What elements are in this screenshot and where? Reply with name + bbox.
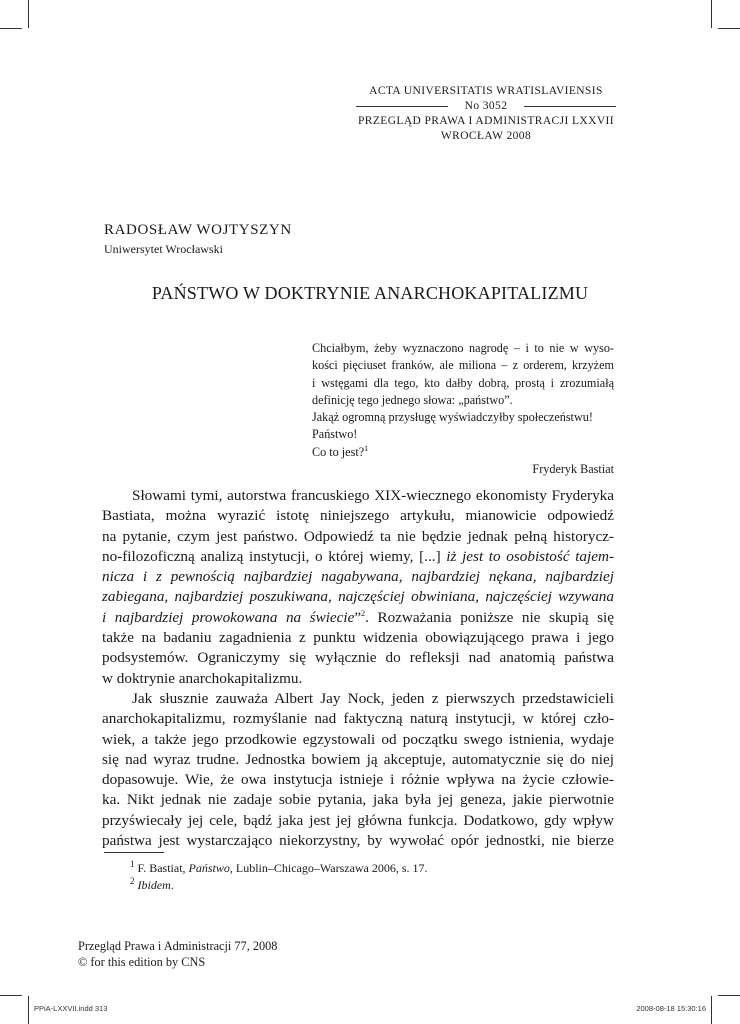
body-line: Bastiata, można wyrazić istotę niniejszego artykułu, mianowicie odpowiedź <box>102 507 614 525</box>
body-line: wiek, a także jego przodkowie egzystowali od początku swego istnienia, wydaje <box>102 730 614 748</box>
page-footer <box>78 938 277 970</box>
epigraph-line: kości pięciuset franków, ale miliona – z orderem, krzyżem <box>312 358 614 373</box>
epigraph <box>312 340 614 478</box>
body-line: w doktrynie anarchokapitalizmu. <box>102 669 303 687</box>
footnote-text: . <box>170 878 174 892</box>
body-line: dopasowuje. Wie, że owa instytucja istnieje i różnie wpływa na życie człowie- <box>102 771 614 789</box>
journal-number: No 3052 <box>340 99 632 114</box>
body-line: anarchokapitalizmu, rozmyślanie nad faktyczną naturą instytucji, w której czło- <box>102 710 614 728</box>
journal-city-year: WROCŁAW 2008 <box>440 130 532 142</box>
body-line: Słowami tymi, autorstwa francuskiego XIX-wiecznego ekonomisty Fryderyka <box>132 487 614 504</box>
print-slug-left: PPiA-LXXVII.indd 313 <box>34 1004 108 1013</box>
crop-mark <box>711 0 712 28</box>
body-text-segment: . Rozważania poniższe nie skupią się <box>365 608 614 626</box>
body-quote-italic: i najbardziej prowokowana na świecie <box>102 608 355 626</box>
body-quote-mark: ” <box>354 608 362 626</box>
epigraph-line: Chciałbym, żeby wyznaczono nagrodę – i to nie w wyso- <box>312 341 614 355</box>
body-line: także na badaniu zagadnienia z punktu widzenia obowiązującego prawa i jego <box>102 629 614 647</box>
footnotes <box>130 860 428 894</box>
body-line: przyświecały jej cele, bądź jaka jest jej główna funkcja. Dodatkowo, gdy wpływ <box>102 811 614 829</box>
body-text-segment: no-filozoficzną analizą instytucji, o której wiemy, [...] <box>102 547 447 565</box>
article-title: PAŃSTWO W DOKTRYNIE ANARCHOKAPITALIZMU <box>151 283 589 303</box>
body-text <box>102 486 614 851</box>
footer-citation: Przegląd Prawa i Administracji 77, 2008 <box>78 939 278 953</box>
footnote-number: 2 <box>130 876 135 886</box>
author-affiliation: Uniwersytet Wrocławski <box>104 242 223 256</box>
footnote-2 <box>130 877 428 894</box>
body-line: państwa jest wystarczająco niekorzystny, by wywołać opór jednostki, nie bierze <box>102 832 614 850</box>
epigraph-line: definicję tego jednego słowa: „państwo”. <box>312 392 513 407</box>
body-line: Jak słusznie zauważa Albert Jay Nock, jeden z pierwszych przedstawicieli <box>132 689 614 707</box>
body-line: ka. Nikt jednak nie zadaje sobie pytania, jaka była jej geneza, jakie pierwotnie <box>102 791 614 809</box>
crop-mark <box>0 995 22 996</box>
body-line: się nad wyraz trudne. Jednostka bowiem ją akceptuje, automatycznie się do niej <box>102 750 614 768</box>
epigraph-line <box>312 444 614 461</box>
body-line: podsystemów. Ograniczymy się wyłącznie do refleksji nad anatomią państwa <box>102 649 614 667</box>
crop-mark <box>28 0 29 28</box>
body-line <box>102 608 614 628</box>
body-line <box>102 567 614 587</box>
footnote-ref: 2 <box>361 608 366 618</box>
footnote-number: 1 <box>130 859 135 869</box>
crop-mark <box>718 995 740 996</box>
body-quote-italic: zabiegana, najbardziej poszukiwana, najczęściej obwiniana, najczęściej wzywana <box>102 588 614 606</box>
body-line <box>102 547 614 567</box>
footnote-1 <box>130 860 428 877</box>
crop-mark <box>0 28 22 29</box>
footnote-text: F. Bastiat, <box>134 861 189 875</box>
footnote-divider <box>104 852 164 853</box>
footer-copyright: © for this edition by CNS <box>78 955 206 969</box>
author-name: RADOSŁAW WOJTYSZYN <box>104 222 292 238</box>
epigraph-signature: Fryderyk Bastiat <box>532 462 614 477</box>
body-line: na pytanie, czym jest państwo. Odpowiedź ta nie będzie jednak pełną historycz- <box>102 527 614 545</box>
print-slug-right: 2008-08-18 15:30:16 <box>636 1004 706 1013</box>
crop-mark <box>28 996 29 1024</box>
epigraph-line: Jakąż ogromną przysługę wyświadczyłby społeczeństwu! <box>312 410 593 425</box>
footnote-ref: 1 <box>364 443 369 453</box>
journal-header <box>340 84 632 144</box>
body-quote-italic: iż jest to osobistość tajem- <box>446 547 615 565</box>
footnote-text: , Lublin–Chicago–Warszawa 2006, s. 17. <box>229 861 428 875</box>
epigraph-line: i wstęgami dla tego, kto dałby dobrą, prostą i zrozumiałą <box>312 375 614 390</box>
body-quote-italic: nicza i z pewnością najbardziej nagabywana, najbardziej nękana, najbardziej <box>102 568 614 586</box>
journal-series: ACTA UNIVERSITATIS WRATISLAVIENSIS <box>369 85 603 97</box>
journal-volume: PRZEGLĄD PRAWA I ADMINISTRACJI LXXVII <box>357 115 615 127</box>
epigraph-line: Państwo! <box>312 427 358 442</box>
footnote-title-italic: Ibidem <box>137 878 171 892</box>
epigraph-last-line: Co to jest? <box>312 444 365 459</box>
body-line <box>102 587 614 607</box>
crop-mark <box>711 996 712 1024</box>
crop-mark <box>718 28 740 29</box>
footnote-title-italic: Państwo <box>188 861 230 875</box>
